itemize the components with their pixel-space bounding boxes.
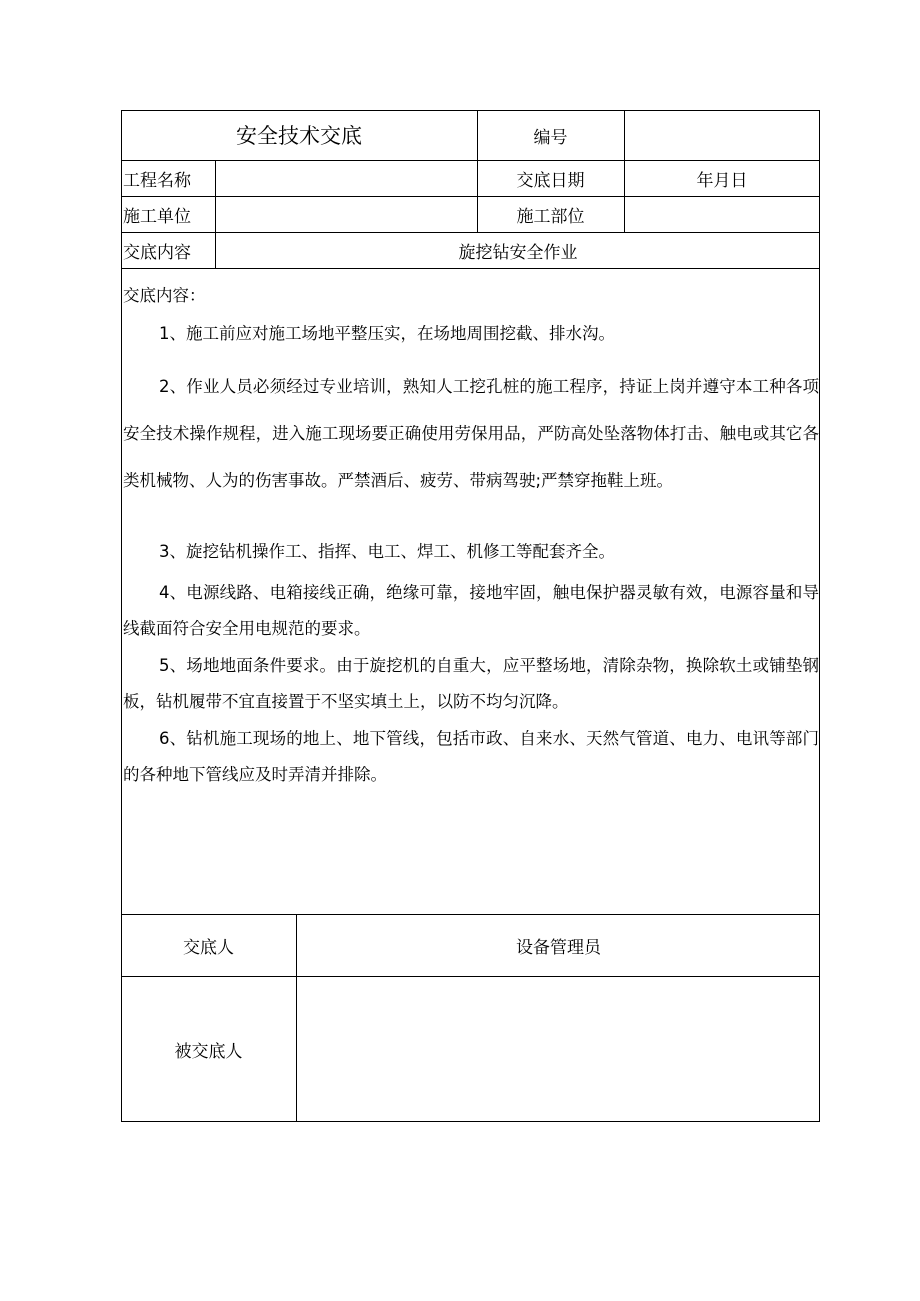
project-name-label: 工程名称: [123, 170, 191, 191]
recipient-field[interactable]: [297, 976, 820, 1122]
body-item-5: 5、场地地面条件要求。由于旋挖机的自重大，应平整场地，清除杂物，换除软土或铺垫钢板，钻机履带不宜直接置于不坚实填土上，以防不均匀沉降。: [123, 656, 819, 711]
number-field[interactable]: [624, 110, 820, 160]
body-item-4: 4、电源线路、电箱接线正确，绝缘可靠，接地牢固，触电保护器灵敏有效，电源容量和导线截面符合安全用电规范的要求。: [123, 583, 819, 638]
rule-content-label-bottom: [121, 268, 820, 269]
date-label: 交底日期: [516, 170, 585, 191]
unit-label: 施工单位: [123, 206, 191, 227]
body-heading: 交底内容：: [123, 286, 206, 305]
body-item-3: 3、旋挖钻机操作工、指挥、电工、焊工、机修工等配套齐全。: [159, 542, 615, 561]
number-label: 编号: [533, 127, 568, 148]
body-item-6: 6、钻机施工现场的地上、地下管线，包括市政、自来水、天然气管道、电力、电讯等部门的各种地下管线应及时弄清并排除。: [123, 729, 819, 784]
unit-field[interactable]: [216, 196, 479, 232]
discloser-label: 交底人: [183, 937, 234, 958]
form-title: 安全技术交底: [236, 124, 362, 148]
content-field[interactable]: 旋挖钻安全作业: [458, 242, 578, 263]
location-label: 施工部位: [516, 206, 585, 227]
content-label: 交底内容: [123, 242, 191, 263]
project-name-field[interactable]: [216, 160, 479, 196]
discloser-field[interactable]: 设备管理员: [516, 937, 601, 958]
body-item-1: 1、施工前应对施工场地平整压实，在场地周围挖截、排水沟。: [159, 324, 615, 343]
date-field[interactable]: 年月日: [696, 170, 748, 191]
location-field[interactable]: [624, 196, 820, 232]
recipient-label: 被交底人: [174, 1041, 243, 1062]
body-item-2: 2、作业人员必须经过专业培训，熟知人工挖孔桩的施工程序，持证上岗并遵守本工种各项安全技术操作规程，进入施工现场要正确使用劳保用品，严防高处坠落物体打击、触电或其它各类机械物、人为的伤害事故。严禁酒后、疲劳、带病驾驶;严禁穿拖鞋上班。: [123, 377, 819, 490]
